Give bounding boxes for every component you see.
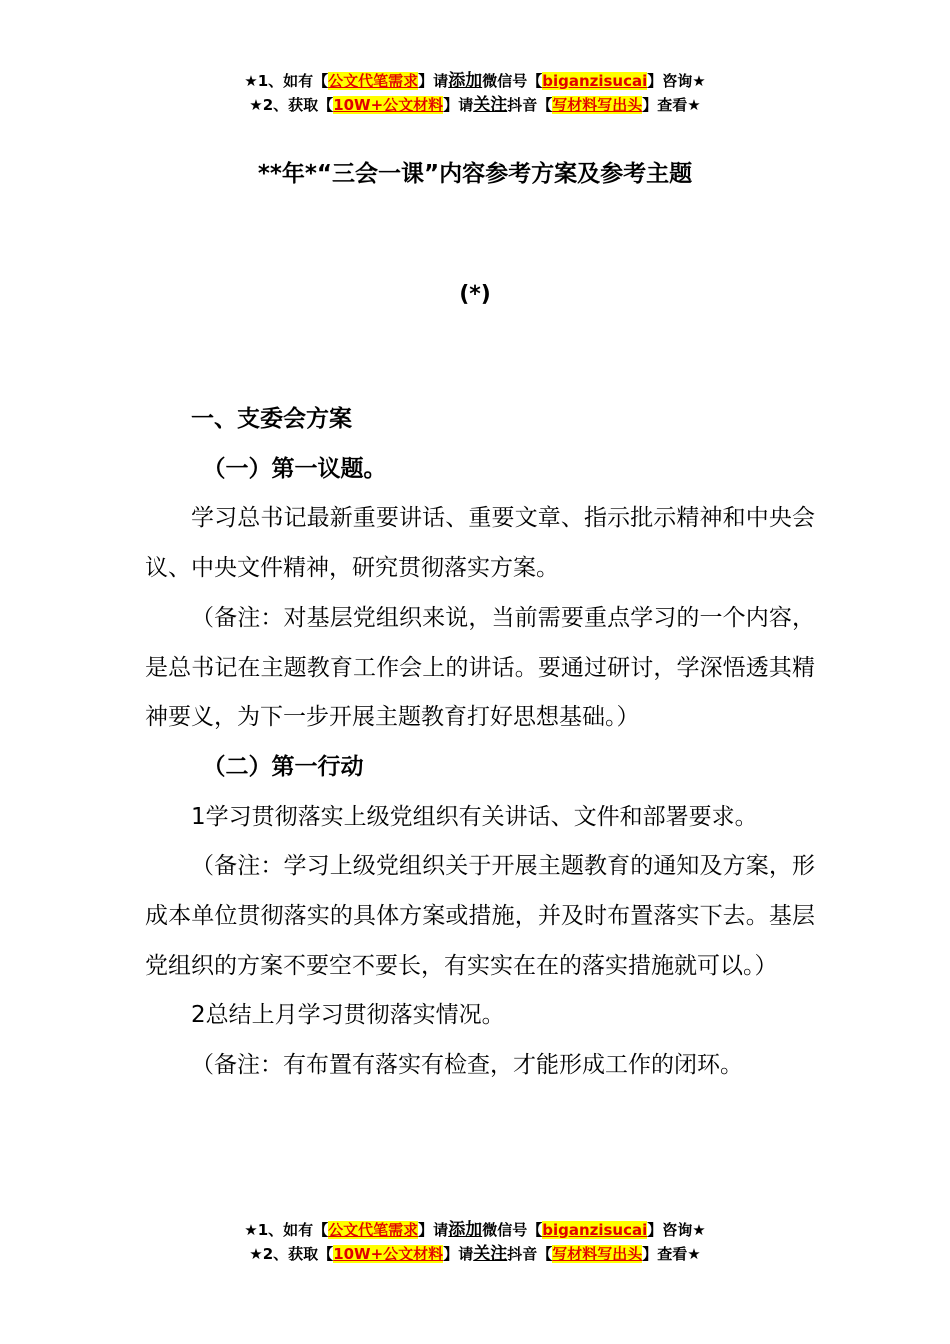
banner-text: ★2、获取【 — [249, 96, 334, 114]
paragraph: 1学习贯彻落实上级党组织有关讲话、文件和部署要求。 — [191, 803, 758, 830]
banner-text: ★1、如有【 — [244, 72, 329, 90]
banner-line-2 — [0, 93, 950, 117]
document-body — [145, 395, 815, 1091]
banner-text: 微信号【 — [482, 72, 543, 90]
header-banner — [0, 69, 950, 117]
subsection-heading: （一）第一议题。 — [202, 455, 387, 482]
banner-text: 】请 — [443, 1245, 474, 1263]
banner-highlight: biganzisucai — [542, 1221, 648, 1239]
banner-highlight: 公文代笔需求 — [328, 1221, 419, 1239]
note-paragraph: （备注：有布置有落实有检查，才能形成工作的闭环。 — [191, 1052, 743, 1079]
note-paragraph: （备注：对基层党组织来说，当前需要重点学习的一个内容，是总书记在主题教育工作会上的讲话。要通过研讨，学深悟透其精神要义，为下一步开展主题教育打好思想基础。） — [145, 604, 815, 731]
document-subtitle: (*) — [459, 282, 491, 307]
banner-text: 】咨询★ — [647, 1221, 706, 1239]
banner-highlight: 10W+公文材料 — [333, 96, 444, 114]
banner-highlight: biganzisucai — [542, 72, 648, 90]
banner-highlight: 写材料写出头 — [552, 96, 643, 114]
document-title: **年*“三会一课”内容参考方案及参考主题 — [257, 161, 693, 187]
subsection-heading: （二）第一行动 — [202, 753, 364, 780]
banner-highlight: 写材料写出头 — [552, 1245, 643, 1263]
banner-text: 抖音【 — [507, 1245, 553, 1263]
banner-text: 】请 — [418, 72, 449, 90]
banner-emphasis: 添加 — [448, 1220, 483, 1240]
banner-text: ★1、如有【 — [244, 1221, 329, 1239]
banner-text: 】查看★ — [642, 1245, 701, 1263]
banner-emphasis: 添加 — [448, 71, 483, 91]
banner-highlight: 10W+公文材料 — [333, 1245, 444, 1263]
note-paragraph: （备注：学习上级党组织关于开展主题教育的通知及方案，形成本单位贯彻落实的具体方案或措施，并及时布置落实下去。基层党组织的方案不要空不要长，有实实在在的落实措施就可以。） — [145, 853, 815, 979]
paragraph: 学习总书记最新重要讲话、重要文章、指示批示精神和中央会议、中央文件精神，研究贯彻落实方案。 — [145, 505, 815, 582]
banner-text: ★2、获取【 — [249, 1245, 334, 1263]
banner-text: 】咨询★ — [647, 72, 706, 90]
banner-text: 】查看★ — [642, 96, 701, 114]
banner-emphasis: 关注 — [473, 1244, 508, 1264]
banner-text: 】请 — [443, 96, 474, 114]
banner-line-2 — [0, 1242, 950, 1266]
section-heading: 一、支委会方案 — [191, 406, 352, 432]
banner-text: 抖音【 — [507, 96, 553, 114]
banner-text: 】请 — [418, 1221, 449, 1239]
banner-line-1 — [0, 69, 950, 93]
banner-line-1 — [0, 1218, 950, 1242]
banner-highlight: 公文代笔需求 — [328, 72, 419, 90]
footer-banner — [0, 1218, 950, 1266]
banner-text: 微信号【 — [482, 1221, 543, 1239]
paragraph: 2总结上月学习贯彻落实情况。 — [191, 1002, 505, 1029]
banner-emphasis: 关注 — [473, 95, 508, 115]
